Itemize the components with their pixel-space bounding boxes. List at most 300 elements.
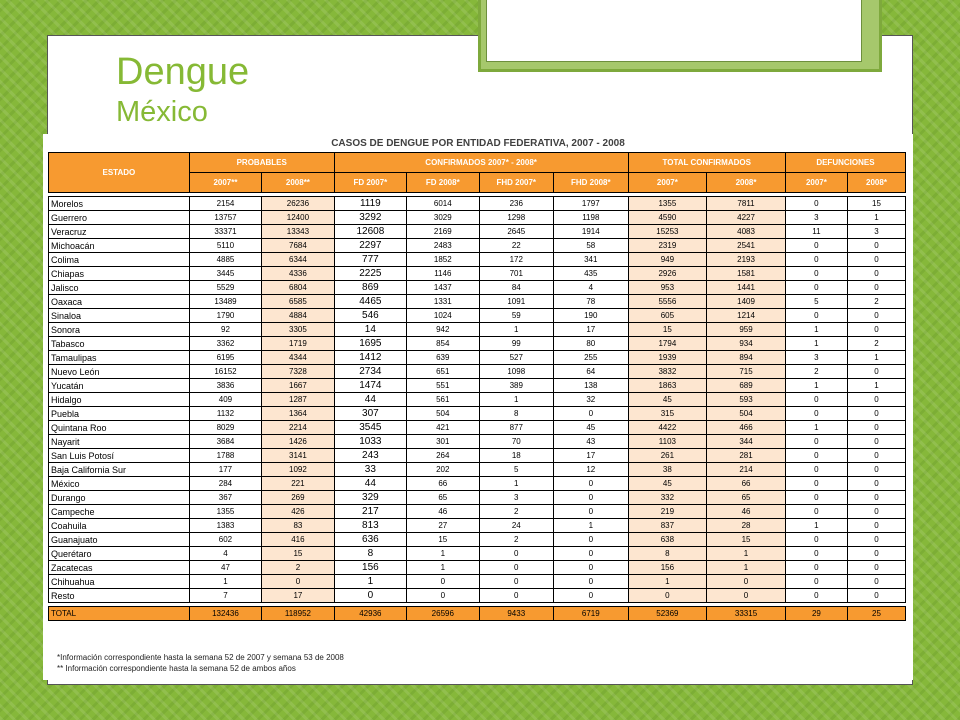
header-estado: ESTADO xyxy=(49,153,190,193)
value-cell: 26236 xyxy=(262,197,334,211)
value-cell: 2 xyxy=(479,533,554,547)
value-cell: 1355 xyxy=(628,197,707,211)
value-cell: 281 xyxy=(707,449,786,463)
table-body xyxy=(49,193,906,621)
value-cell: 11 xyxy=(785,225,847,239)
header-col: FD 2008* xyxy=(407,173,479,193)
value-cell: 1146 xyxy=(407,267,479,281)
value-cell: 1 xyxy=(707,561,786,575)
value-cell: 0 xyxy=(847,547,905,561)
table-row xyxy=(49,393,906,407)
value-cell: 1939 xyxy=(628,351,707,365)
value-cell: 854 xyxy=(407,337,479,351)
value-cell: 332 xyxy=(628,491,707,505)
value-cell: 202 xyxy=(407,463,479,477)
value-cell: 3141 xyxy=(262,449,334,463)
value-cell: 0 xyxy=(847,253,905,267)
value-cell: 66 xyxy=(407,477,479,491)
value-cell: 65 xyxy=(707,491,786,505)
table-caption: CASOS DE DENGUE POR ENTIDAD FEDERATIVA, 2007 - 2008 xyxy=(331,138,625,149)
value-cell: 0 xyxy=(554,575,629,589)
value-cell: 1 xyxy=(554,519,629,533)
table-row xyxy=(49,379,906,393)
value-cell: 1914 xyxy=(554,225,629,239)
value-cell: 3305 xyxy=(262,323,334,337)
value-cell: 1 xyxy=(847,379,905,393)
value-cell: 5110 xyxy=(189,239,261,253)
table-row xyxy=(49,547,906,561)
value-cell: 214 xyxy=(707,463,786,477)
value-cell: 2483 xyxy=(407,239,479,253)
table-row xyxy=(49,295,906,309)
value-cell: 177 xyxy=(189,463,261,477)
value-cell: 6804 xyxy=(262,281,334,295)
value-cell: 13489 xyxy=(189,295,261,309)
table-row xyxy=(49,267,906,281)
value-cell: 264 xyxy=(407,449,479,463)
value-cell: 953 xyxy=(628,281,707,295)
value-cell: 0 xyxy=(785,407,847,421)
value-cell: 651 xyxy=(407,365,479,379)
value-cell: 2154 xyxy=(189,197,261,211)
value-cell: 1098 xyxy=(479,365,554,379)
state-name-cell: Chihuahua xyxy=(49,575,190,589)
value-cell: 24 xyxy=(479,519,554,533)
value-cell: 0 xyxy=(785,253,847,267)
value-cell: 2297 xyxy=(334,239,406,253)
value-cell: 3684 xyxy=(189,435,261,449)
state-name-cell: Colima xyxy=(49,253,190,267)
value-cell: 33 xyxy=(334,463,406,477)
slide-subtitle: México xyxy=(116,96,208,128)
value-cell: 8 xyxy=(479,407,554,421)
value-cell: 0 xyxy=(707,575,786,589)
total-label-cell: TOTAL xyxy=(49,607,190,621)
value-cell: 83 xyxy=(262,519,334,533)
value-cell: 869 xyxy=(334,281,406,295)
value-cell: 307 xyxy=(334,407,406,421)
value-cell: 1103 xyxy=(628,435,707,449)
header-col: FHD 2007* xyxy=(479,173,554,193)
value-cell: 0 xyxy=(785,575,847,589)
value-cell: 99 xyxy=(479,337,554,351)
value-cell: 1331 xyxy=(407,295,479,309)
table-row xyxy=(49,561,906,575)
value-cell: 45 xyxy=(554,421,629,435)
value-cell: 504 xyxy=(707,407,786,421)
value-cell: 92 xyxy=(189,323,261,337)
value-cell: 28 xyxy=(707,519,786,533)
value-cell: 2319 xyxy=(628,239,707,253)
value-cell: 2 xyxy=(847,337,905,351)
total-value-cell: 29 xyxy=(785,607,847,621)
value-cell: 0 xyxy=(847,519,905,533)
value-cell: 0 xyxy=(847,407,905,421)
table-row xyxy=(49,225,906,239)
value-cell: 16152 xyxy=(189,365,261,379)
value-cell: 13757 xyxy=(189,211,261,225)
value-cell: 0 xyxy=(262,575,334,589)
state-name-cell: Jalisco xyxy=(49,281,190,295)
value-cell: 4336 xyxy=(262,267,334,281)
value-cell: 344 xyxy=(707,435,786,449)
decorative-inner-box xyxy=(486,0,862,62)
value-cell: 8 xyxy=(334,547,406,561)
value-cell: 0 xyxy=(554,589,629,603)
value-cell: 504 xyxy=(407,407,479,421)
state-name-cell: Nayarit xyxy=(49,435,190,449)
value-cell: 3362 xyxy=(189,337,261,351)
value-cell: 4344 xyxy=(262,351,334,365)
value-cell: 0 xyxy=(847,281,905,295)
state-name-cell: San Luis Potosí xyxy=(49,449,190,463)
value-cell: 3 xyxy=(479,491,554,505)
value-cell: 221 xyxy=(262,477,334,491)
value-cell: 0 xyxy=(847,449,905,463)
value-cell: 1409 xyxy=(707,295,786,309)
value-cell: 689 xyxy=(707,379,786,393)
value-cell: 877 xyxy=(479,421,554,435)
value-cell: 0 xyxy=(479,589,554,603)
value-cell: 1794 xyxy=(628,337,707,351)
value-cell: 0 xyxy=(407,589,479,603)
value-cell: 421 xyxy=(407,421,479,435)
value-cell: 0 xyxy=(847,309,905,323)
footnote: *Información correspondiente hasta la semana 52 de 2007 y semana 53 de 2008 xyxy=(57,653,344,662)
value-cell: 43 xyxy=(554,435,629,449)
value-cell: 1719 xyxy=(262,337,334,351)
value-cell: 284 xyxy=(189,477,261,491)
value-cell: 80 xyxy=(554,337,629,351)
value-cell: 1412 xyxy=(334,351,406,365)
value-cell: 1441 xyxy=(707,281,786,295)
table-row xyxy=(49,533,906,547)
value-cell: 1 xyxy=(847,351,905,365)
value-cell: 1132 xyxy=(189,407,261,421)
total-value-cell: 25 xyxy=(847,607,905,621)
value-cell: 78 xyxy=(554,295,629,309)
value-cell: 1092 xyxy=(262,463,334,477)
value-cell: 2214 xyxy=(262,421,334,435)
value-cell: 959 xyxy=(707,323,786,337)
table-row xyxy=(49,519,906,533)
value-cell: 551 xyxy=(407,379,479,393)
value-cell: 15253 xyxy=(628,225,707,239)
state-name-cell: Michoacán xyxy=(49,239,190,253)
header-group-total-confirmados: TOTAL CONFIRMADOS xyxy=(628,153,785,173)
value-cell: 3 xyxy=(785,351,847,365)
value-cell: 4227 xyxy=(707,211,786,225)
header-col: 2008* xyxy=(847,173,905,193)
value-cell: 0 xyxy=(785,239,847,253)
slide-title: Dengue xyxy=(116,51,250,93)
value-cell: 190 xyxy=(554,309,629,323)
value-cell: 0 xyxy=(785,393,847,407)
value-cell: 0 xyxy=(785,449,847,463)
value-cell: 0 xyxy=(479,575,554,589)
value-cell: 70 xyxy=(479,435,554,449)
value-cell: 894 xyxy=(707,351,786,365)
dengue-table-panel xyxy=(43,134,913,680)
value-cell: 219 xyxy=(628,505,707,519)
header-group-confirmados: CONFIRMADOS 2007* - 2008* xyxy=(334,153,628,173)
value-cell: 3292 xyxy=(334,211,406,225)
table-row xyxy=(49,407,906,421)
value-cell: 2926 xyxy=(628,267,707,281)
value-cell: 4 xyxy=(554,281,629,295)
value-cell: 0 xyxy=(847,477,905,491)
value-cell: 3836 xyxy=(189,379,261,393)
value-cell: 367 xyxy=(189,491,261,505)
state-name-cell: Resto xyxy=(49,589,190,603)
value-cell: 0 xyxy=(628,589,707,603)
total-row xyxy=(49,607,906,621)
value-cell: 2 xyxy=(785,365,847,379)
value-cell: 315 xyxy=(628,407,707,421)
value-cell: 2645 xyxy=(479,225,554,239)
header-col: FD 2007* xyxy=(334,173,406,193)
value-cell: 172 xyxy=(479,253,554,267)
header-row-groups xyxy=(49,153,906,173)
value-cell: 14 xyxy=(334,323,406,337)
table-footnotes xyxy=(57,652,344,674)
value-cell: 0 xyxy=(847,365,905,379)
value-cell: 0 xyxy=(785,435,847,449)
value-cell: 2 xyxy=(479,505,554,519)
table-row xyxy=(49,477,906,491)
value-cell: 0 xyxy=(334,589,406,603)
state-name-cell: Baja California Sur xyxy=(49,463,190,477)
value-cell: 0 xyxy=(554,491,629,505)
value-cell: 0 xyxy=(785,477,847,491)
state-name-cell: Guanajuato xyxy=(49,533,190,547)
value-cell: 1 xyxy=(628,575,707,589)
value-cell: 44 xyxy=(334,393,406,407)
value-cell: 7 xyxy=(189,589,261,603)
total-value-cell: 42936 xyxy=(334,607,406,621)
value-cell: 8 xyxy=(628,547,707,561)
state-name-cell: Nuevo León xyxy=(49,365,190,379)
value-cell: 341 xyxy=(554,253,629,267)
value-cell: 17 xyxy=(554,449,629,463)
value-cell: 561 xyxy=(407,393,479,407)
value-cell: 4465 xyxy=(334,295,406,309)
value-cell: 7328 xyxy=(262,365,334,379)
state-name-cell: Campeche xyxy=(49,505,190,519)
value-cell: 1797 xyxy=(554,197,629,211)
value-cell: 0 xyxy=(785,267,847,281)
value-cell: 0 xyxy=(554,533,629,547)
total-value-cell: 9433 xyxy=(479,607,554,621)
value-cell: 1298 xyxy=(479,211,554,225)
value-cell: 1 xyxy=(785,379,847,393)
value-cell: 715 xyxy=(707,365,786,379)
value-cell: 1437 xyxy=(407,281,479,295)
value-cell: 1 xyxy=(785,323,847,337)
value-cell: 66 xyxy=(707,477,786,491)
value-cell: 435 xyxy=(554,267,629,281)
value-cell: 15 xyxy=(262,547,334,561)
dengue-cases-table xyxy=(48,152,906,621)
value-cell: 0 xyxy=(479,547,554,561)
table-row xyxy=(49,421,906,435)
state-name-cell: Oaxaca xyxy=(49,295,190,309)
value-cell: 1287 xyxy=(262,393,334,407)
table-row xyxy=(49,463,906,477)
value-cell: 32 xyxy=(554,393,629,407)
state-name-cell: Tabasco xyxy=(49,337,190,351)
total-value-cell: 132436 xyxy=(189,607,261,621)
value-cell: 636 xyxy=(334,533,406,547)
value-cell: 5 xyxy=(479,463,554,477)
value-cell: 1581 xyxy=(707,267,786,281)
value-cell: 6014 xyxy=(407,197,479,211)
value-cell: 138 xyxy=(554,379,629,393)
value-cell: 0 xyxy=(847,561,905,575)
value-cell: 8029 xyxy=(189,421,261,435)
value-cell: 0 xyxy=(554,477,629,491)
table-row xyxy=(49,281,906,295)
value-cell: 15 xyxy=(628,323,707,337)
state-name-cell: Tamaulipas xyxy=(49,351,190,365)
value-cell: 243 xyxy=(334,449,406,463)
header-col: 2007* xyxy=(628,173,707,193)
table-row xyxy=(49,323,906,337)
value-cell: 45 xyxy=(628,477,707,491)
value-cell: 33371 xyxy=(189,225,261,239)
value-cell: 1119 xyxy=(334,197,406,211)
value-cell: 45 xyxy=(628,393,707,407)
value-cell: 3545 xyxy=(334,421,406,435)
value-cell: 6344 xyxy=(262,253,334,267)
table-row xyxy=(49,351,906,365)
value-cell: 329 xyxy=(334,491,406,505)
table-row xyxy=(49,365,906,379)
total-value-cell: 6719 xyxy=(554,607,629,621)
header-col: 2007** xyxy=(189,173,261,193)
value-cell: 6195 xyxy=(189,351,261,365)
value-cell: 5 xyxy=(785,295,847,309)
value-cell: 261 xyxy=(628,449,707,463)
header-col: 2007* xyxy=(785,173,847,193)
value-cell: 638 xyxy=(628,533,707,547)
value-cell: 934 xyxy=(707,337,786,351)
table-row xyxy=(49,575,906,589)
header-col: 2008** xyxy=(262,173,334,193)
value-cell: 0 xyxy=(847,463,905,477)
value-cell: 1364 xyxy=(262,407,334,421)
value-cell: 236 xyxy=(479,197,554,211)
state-name-cell: Yucatán xyxy=(49,379,190,393)
value-cell: 156 xyxy=(628,561,707,575)
state-name-cell: Durango xyxy=(49,491,190,505)
table-row xyxy=(49,309,906,323)
value-cell: 15 xyxy=(707,533,786,547)
value-cell: 2225 xyxy=(334,267,406,281)
state-name-cell: Sinaloa xyxy=(49,309,190,323)
value-cell: 12 xyxy=(554,463,629,477)
value-cell: 255 xyxy=(554,351,629,365)
value-cell: 1474 xyxy=(334,379,406,393)
value-cell: 3 xyxy=(847,225,905,239)
state-name-cell: Guerrero xyxy=(49,211,190,225)
value-cell: 64 xyxy=(554,365,629,379)
value-cell: 605 xyxy=(628,309,707,323)
value-cell: 0 xyxy=(785,463,847,477)
value-cell: 1 xyxy=(847,211,905,225)
value-cell: 0 xyxy=(407,575,479,589)
footnote: ** Información correspondiente hasta la semana 52 de ambos años xyxy=(57,664,296,673)
value-cell: 7684 xyxy=(262,239,334,253)
value-cell: 3 xyxy=(785,211,847,225)
value-cell: 5556 xyxy=(628,295,707,309)
state-name-cell: Chiapas xyxy=(49,267,190,281)
value-cell: 1024 xyxy=(407,309,479,323)
value-cell: 0 xyxy=(847,505,905,519)
value-cell: 949 xyxy=(628,253,707,267)
total-value-cell: 26596 xyxy=(407,607,479,621)
value-cell: 0 xyxy=(847,421,905,435)
value-cell: 777 xyxy=(334,253,406,267)
value-cell: 0 xyxy=(785,561,847,575)
header-col: FHD 2008* xyxy=(554,173,629,193)
header-group-defunciones: DEFUNCIONES xyxy=(785,153,905,173)
value-cell: 217 xyxy=(334,505,406,519)
value-cell: 0 xyxy=(847,435,905,449)
value-cell: 0 xyxy=(785,309,847,323)
total-value-cell: 118952 xyxy=(262,607,334,621)
value-cell: 0 xyxy=(847,323,905,337)
value-cell: 0 xyxy=(554,407,629,421)
value-cell: 1355 xyxy=(189,505,261,519)
value-cell: 0 xyxy=(554,505,629,519)
state-name-cell: Coahuila xyxy=(49,519,190,533)
value-cell: 2 xyxy=(847,295,905,309)
total-value-cell: 33315 xyxy=(707,607,786,621)
value-cell: 0 xyxy=(785,505,847,519)
state-name-cell: Quintana Roo xyxy=(49,421,190,435)
value-cell: 44 xyxy=(334,477,406,491)
value-cell: 0 xyxy=(785,281,847,295)
value-cell: 3445 xyxy=(189,267,261,281)
value-cell: 301 xyxy=(407,435,479,449)
value-cell: 3832 xyxy=(628,365,707,379)
value-cell: 0 xyxy=(847,239,905,253)
value-cell: 2541 xyxy=(707,239,786,253)
value-cell: 527 xyxy=(479,351,554,365)
value-cell: 2734 xyxy=(334,365,406,379)
value-cell: 1 xyxy=(785,519,847,533)
value-cell: 0 xyxy=(554,561,629,575)
value-cell: 701 xyxy=(479,267,554,281)
value-cell: 27 xyxy=(407,519,479,533)
value-cell: 1667 xyxy=(262,379,334,393)
table-row xyxy=(49,505,906,519)
value-cell: 84 xyxy=(479,281,554,295)
value-cell: 12608 xyxy=(334,225,406,239)
value-cell: 18 xyxy=(479,449,554,463)
value-cell: 0 xyxy=(785,533,847,547)
value-cell: 593 xyxy=(707,393,786,407)
value-cell: 7811 xyxy=(707,197,786,211)
value-cell: 1788 xyxy=(189,449,261,463)
value-cell: 0 xyxy=(847,267,905,281)
value-cell: 0 xyxy=(785,547,847,561)
state-name-cell: Sonora xyxy=(49,323,190,337)
value-cell: 0 xyxy=(785,589,847,603)
table-row xyxy=(49,211,906,225)
value-cell: 2169 xyxy=(407,225,479,239)
